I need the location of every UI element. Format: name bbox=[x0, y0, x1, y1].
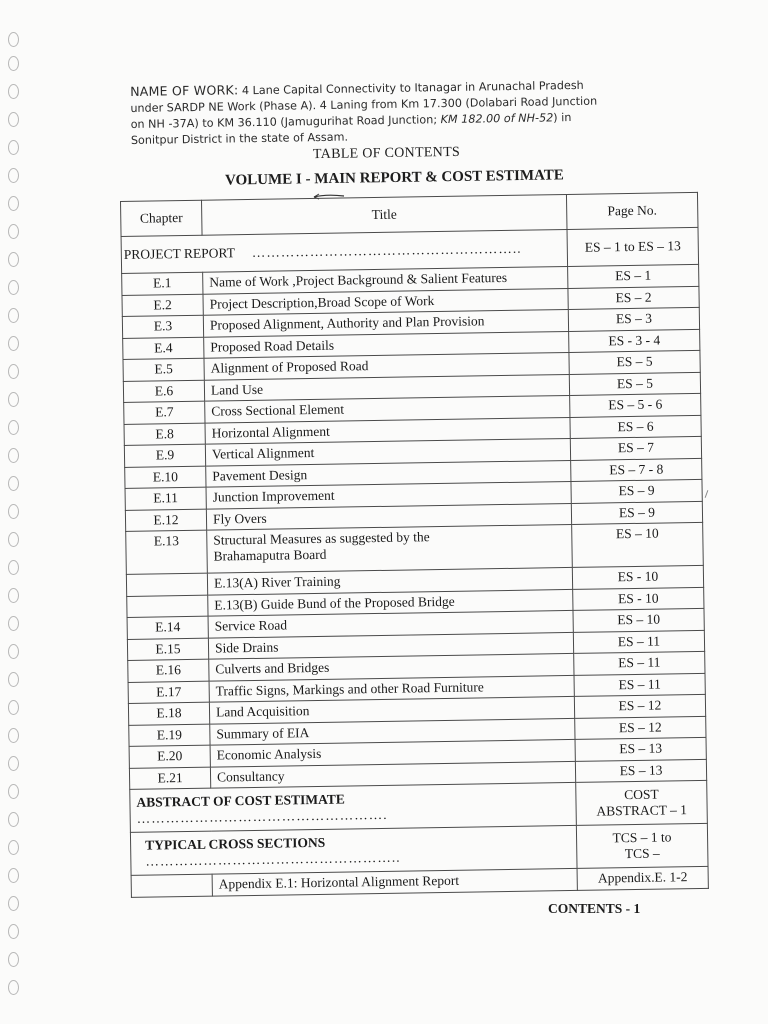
cross-sections-page bbox=[576, 823, 708, 868]
binder-hole bbox=[8, 420, 19, 435]
chapter-cell: E.3 bbox=[122, 315, 203, 338]
title-cell: Traffic Signs, Markings and other Road Furniture bbox=[209, 675, 574, 702]
binder-hole bbox=[8, 224, 19, 239]
page-cell: ES – 1 bbox=[568, 264, 699, 288]
binder-hole bbox=[8, 532, 19, 547]
abstract-page bbox=[576, 780, 708, 825]
title-cell: Culverts and Bridges bbox=[209, 653, 574, 680]
page-cell: ES – 9 bbox=[571, 479, 702, 503]
binder-hole bbox=[8, 140, 19, 155]
chapter-cell: E.17 bbox=[128, 681, 209, 704]
binder-hole bbox=[8, 924, 19, 939]
name-of-work-block bbox=[130, 76, 666, 149]
binder-hole bbox=[8, 784, 19, 799]
binder-hole bbox=[8, 616, 19, 631]
toc-table bbox=[120, 192, 709, 897]
chapter-cell: E.6 bbox=[123, 380, 204, 403]
title-cell: Consultancy bbox=[210, 761, 575, 788]
header-line-3a: on NH -37A) to KM 36.110 (Jamugurihat Road Junction; bbox=[130, 113, 441, 131]
binder-hole bbox=[8, 32, 19, 47]
page-cell: ES – 11 bbox=[573, 630, 704, 654]
title-line-1: Structural Measures as suggested by the bbox=[213, 529, 430, 548]
binder-hole bbox=[8, 476, 19, 491]
cross-sections-cell bbox=[130, 825, 577, 875]
page-cell: ES – 5 bbox=[569, 372, 700, 396]
title-cell: Economic Analysis bbox=[210, 739, 575, 766]
binder-hole bbox=[8, 672, 19, 687]
stray-mark bbox=[705, 490, 709, 498]
title-cell bbox=[207, 524, 573, 573]
header-page: Page No. bbox=[566, 192, 698, 229]
page-cell: ES – 10 bbox=[573, 608, 704, 632]
binder-hole bbox=[8, 336, 19, 351]
page-cell: ES – 13 bbox=[575, 737, 706, 761]
chapter-cell: E.18 bbox=[128, 702, 209, 725]
title-cell: Service Road bbox=[208, 610, 573, 637]
page-cell: ES – 11 bbox=[574, 651, 705, 675]
chapter-cell: E.13 bbox=[126, 530, 208, 574]
page-cell: ES – 11 bbox=[574, 673, 705, 697]
title-cell: Junction Improvement bbox=[206, 481, 571, 508]
chapter-cell: E.10 bbox=[125, 466, 206, 489]
chapter-cell: E.12 bbox=[125, 509, 206, 532]
cross-page-line-1: TCS – 1 to bbox=[612, 829, 672, 846]
binder-hole bbox=[8, 504, 19, 519]
header-chapter: Chapter bbox=[121, 200, 203, 236]
page-cell: ES – 5 - 6 bbox=[570, 393, 701, 417]
page-cell: ES – 9 bbox=[571, 501, 702, 525]
title-cell: Alignment of Proposed Road bbox=[204, 352, 569, 379]
binder-hole bbox=[8, 812, 19, 827]
page-cell: ES – 12 bbox=[574, 694, 705, 718]
page-cell: ES – 3 bbox=[568, 307, 699, 331]
binder-hole bbox=[8, 196, 19, 211]
project-report-dots: ……………………………………………….. bbox=[251, 240, 522, 260]
header-line-4: Sonitpur District in the state of Assam. bbox=[130, 130, 349, 147]
chapter-cell: E.19 bbox=[129, 724, 210, 747]
appendix-chapter-cell bbox=[131, 874, 212, 897]
binder-hole bbox=[8, 168, 19, 183]
name-of-work-label: NAME OF WORK: bbox=[130, 82, 239, 99]
chapter-cell: E.7 bbox=[124, 401, 205, 424]
toc-title: TABLE OF CONTENTS bbox=[312, 144, 461, 163]
binder-hole bbox=[8, 392, 19, 407]
chapter-cell: E.20 bbox=[129, 745, 210, 768]
page-cell: ES - 10 bbox=[573, 587, 704, 611]
toc-table-wrapper bbox=[120, 192, 709, 897]
binder-hole bbox=[8, 840, 19, 855]
header-line-1: 4 Lane Capital Connectivity to Itanagar in Arunachal Pradesh bbox=[238, 78, 584, 98]
title-cell: E.13(B) Guide Bund of the Proposed Bridge bbox=[208, 589, 573, 616]
binder-hole bbox=[8, 364, 19, 379]
binder-hole bbox=[8, 952, 19, 967]
binder-hole bbox=[8, 588, 19, 603]
chapter-cell: E.5 bbox=[123, 358, 204, 381]
abstract-page-line-2: ABSTRACT – 1 bbox=[596, 802, 688, 819]
page-cell: ES – 10 bbox=[572, 522, 704, 567]
binder-hole bbox=[8, 728, 19, 743]
header-line-3-italic: KM 182.00 of NH-52 bbox=[440, 111, 554, 127]
binder-hole bbox=[8, 560, 19, 575]
binder-hole bbox=[8, 308, 19, 323]
title-cell: Fly Overs bbox=[206, 503, 571, 530]
title-cell: Summary of EIA bbox=[210, 718, 575, 745]
binder-hole bbox=[8, 84, 19, 99]
title-cell: Cross Sectional Element bbox=[205, 395, 570, 422]
abstract-label: ABSTRACT OF COST ESTIMATE bbox=[136, 791, 345, 810]
title-cell: Vertical Alignment bbox=[205, 438, 570, 465]
chapter-cell bbox=[126, 573, 207, 596]
chapter-cell: E.1 bbox=[122, 272, 203, 295]
chapter-cell: E.9 bbox=[124, 444, 205, 467]
page-cell: ES - 3 - 4 bbox=[569, 329, 700, 353]
binder-hole bbox=[8, 448, 19, 463]
title-cell: Land Acquisition bbox=[209, 696, 574, 723]
cross-page-line-2: TCS – bbox=[624, 845, 660, 862]
abstract-page-line-1: COST bbox=[624, 786, 659, 803]
chapter-cell: E.21 bbox=[129, 767, 210, 790]
chapter-cell: E.4 bbox=[123, 337, 204, 360]
binder-hole bbox=[8, 980, 19, 995]
page-cell: ES – 5 bbox=[569, 350, 700, 374]
header-line-3b: ) in bbox=[553, 111, 572, 125]
title-line-2: Brahamaputra Board bbox=[213, 546, 327, 564]
page-cell: ES – 12 bbox=[575, 716, 706, 740]
appendix-page: Appendix.E. 1-2 bbox=[577, 866, 708, 890]
volume-title: VOLUME I - MAIN REPORT & COST ESTIMATE bbox=[224, 167, 564, 189]
chapter-cell: E.2 bbox=[122, 294, 203, 317]
appendix-title: Appendix E.1: Horizontal Alignment Report bbox=[212, 868, 577, 895]
page-cell: ES – 6 bbox=[570, 415, 701, 439]
chapter-cell: E.11 bbox=[125, 487, 206, 510]
page-cell: ES – 7 bbox=[570, 436, 701, 460]
abstract-cell bbox=[130, 782, 577, 832]
chapter-cell: E.16 bbox=[128, 659, 209, 682]
title-cell: Side Drains bbox=[208, 632, 573, 659]
binder-hole bbox=[8, 644, 19, 659]
cross-sections-dots: …………………………………………….. bbox=[145, 849, 401, 869]
title-cell: Proposed Road Details bbox=[204, 331, 569, 358]
binder-hole bbox=[8, 252, 19, 267]
binder-hole bbox=[8, 56, 19, 71]
title-cell: Horizontal Alignment bbox=[205, 417, 570, 444]
title-cell: Name of Work ,Project Background & Salient Features bbox=[203, 266, 568, 293]
cross-sections-label: TYPICAL CROSS SECTIONS bbox=[145, 834, 326, 853]
binder-hole bbox=[8, 756, 19, 771]
project-report-label: PROJECT REPORT bbox=[123, 245, 236, 262]
page-cell: ES – 2 bbox=[568, 286, 699, 310]
chapter-cell: E.14 bbox=[127, 616, 208, 639]
header-title: Title bbox=[201, 194, 567, 235]
title-cell: Proposed Alignment, Authority and Plan Provision bbox=[203, 309, 568, 336]
binder-hole bbox=[8, 700, 19, 715]
page-cell: ES – 7 - 8 bbox=[571, 458, 702, 482]
binder-hole bbox=[8, 280, 19, 295]
project-report-page: ES – 1 to ES – 13 bbox=[567, 227, 699, 266]
title-cell: E.13(A) River Training bbox=[207, 567, 572, 594]
binder-hole bbox=[8, 868, 19, 883]
chapter-cell bbox=[127, 595, 208, 618]
title-cell: Pavement Design bbox=[206, 460, 571, 487]
abstract-dots: ……………………………………………. bbox=[136, 806, 388, 826]
binder-hole bbox=[8, 896, 19, 911]
binder-hole bbox=[8, 112, 19, 127]
binder-holes bbox=[8, 20, 30, 1010]
title-cell: Land Use bbox=[204, 374, 569, 401]
page-cell: ES – 13 bbox=[575, 759, 706, 783]
page-footer: CONTENTS - 1 bbox=[548, 901, 641, 916]
header-line-2: under SARDP NE Work (Phase A). 4 Laning from Km 17.300 (Dolabari Road Junction bbox=[130, 94, 598, 115]
page-cell: ES - 10 bbox=[572, 565, 703, 589]
title-cell: Project Description,Broad Scope of Work bbox=[203, 288, 568, 315]
chapter-cell: E.15 bbox=[127, 638, 208, 661]
chapter-cell: E.8 bbox=[124, 423, 205, 446]
